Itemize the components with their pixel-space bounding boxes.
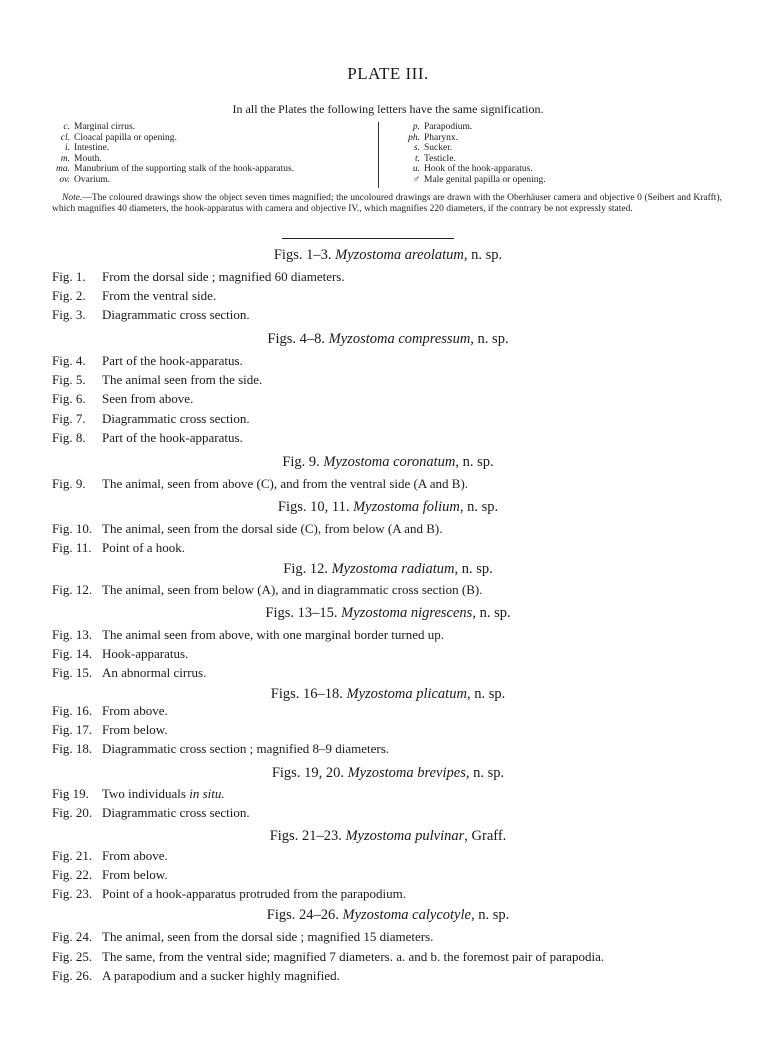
legend-item: p. Parapodium. [412,122,473,132]
figure-entry: Fig. 6. Seen from above. [52,391,194,406]
abbreviation-legend [52,122,722,190]
species-heading: Figs. 16–18. Myzostoma plicatum, n. sp. [270,686,506,702]
legend-item: u. Hook of the hook-apparatus. [412,164,533,174]
plate-title: PLATE III. [347,64,429,83]
figure-entry: Fig. 5. The animal seen from the side. [52,372,263,387]
legend-item: i. Intestine. [64,143,110,153]
figure-entry: Fig. 21. From above. [52,848,168,863]
figure-entry: Fig. 11. Point of a hook. [52,540,186,555]
figure-entry: Fig. 10. The animal, seen from the dorsal side (C), from below (A and B). [52,521,443,536]
figure-entry: Fig. 20. Diagrammatic cross section. [52,805,250,820]
legend-divider [378,122,379,188]
legend-item: cl. Cloacal papilla or opening. [60,132,177,143]
legend-right-column [380,122,710,185]
figure-entry: Fig. 12. The animal, seen from below (A), and in diagrammatic cross section (B). [52,582,483,597]
figure-entry: Fig. 22. From below. [52,867,168,882]
figure-entry: Fig. 15. An abnormal cirrus. [52,665,207,680]
species-heading: Fig. 9. Myzostoma coronatum, n. sp. [282,454,494,470]
figure-entry: Fig. 9. The animal, seen from above (C), and from the ventral side (A and B). [52,476,469,491]
species-heading: Figs. 13–15. Myzostoma nigrescens, n. sp. [265,605,511,621]
species-heading: Figs. 1–3. Myzostoma areolatum, n. sp. [273,247,503,263]
figure-entry: Fig. 17. From below. [52,722,168,737]
species-heading: Figs. 4–8. Myzostoma compressum, n. sp. [267,331,509,347]
magnification-note: Note.—The coloured drawings show the object seven times magnified; the uncoloured drawings are drawn with the Oberhäuser camera and objective 0 (Seibert and Krafft), which magnifies 40 diameters, the hook-apparatus with camera and objective IV., which magnifies 220 diameters, if the contrary be not expressly stated. [52,193,722,214]
legend-item: ov. Ovarium. [59,174,111,185]
figure-entry: Fig. 23. Point of a hook-apparatus protruded from the parapodium. [52,886,406,901]
section-divider [282,238,454,239]
legend-intro: In all the Plates the following letters have the same signification. [232,102,544,116]
figure-entry: Fig. 7. Diagrammatic cross section. [52,411,250,426]
figure-entry: Fig. 1. From the dorsal side ; magnified 60 diameters. [52,269,345,284]
figure-entry: Fig. 4. Part of the hook-apparatus. [52,353,243,368]
legend-item: ♂ Male genital papilla or opening. [412,174,546,185]
figure-entry: Fig. 24. The animal, seen from the dorsal side ; magnified 15 diameters. [52,929,434,944]
figure-entry: Fig. 26. A parapodium and a sucker highly magnified. [52,968,340,983]
legend-item: m. Mouth. [60,153,102,164]
figure-entry: Fig. 25. The same, from the ventral side; magnified 7 diameters. a. and b. the foremost pair of parapodia. [52,949,605,964]
figure-entry: Fig. 14. Hook-apparatus. [52,646,189,661]
legend-item: s. Sucker. [413,143,453,153]
figure-entry: Fig. 8. Part of the hook-apparatus. [52,430,243,445]
species-heading: Figs. 24–26. Myzostoma calycotyle, n. sp. [266,907,510,923]
legend-item: c. Marginal cirrus. [63,122,136,132]
legend-item: ma. Manubrium of the supporting stalk of the hook-apparatus. [56,164,295,174]
species-heading: Figs. 10, 11. Myzostoma folium, n. sp. [277,499,499,515]
figure-entry: Fig. 2. From the ventral side. [52,288,217,303]
figure-entry: Fig. 13. The animal seen from above, with one marginal border turned up. [52,627,444,642]
legend-item: t. Testicle. [414,153,456,164]
legend-left-column [52,122,382,185]
species-heading: Figs. 21–23. Myzostoma pulvinar, Graff. [269,828,507,844]
figure-entry: Fig. 16. From above. [52,703,168,718]
figure-entry: Fig 19. Two individuals in situ. [52,786,225,801]
figure-entry: Fig. 18. Diagrammatic cross section ; magnified 8–9 diameters. [52,741,389,756]
species-heading: Fig. 12. Myzostoma radiatum, n. sp. [283,561,493,577]
figure-entry: Fig. 3. Diagrammatic cross section. [52,307,250,322]
species-heading: Figs. 19, 20. Myzostoma brevipes, n. sp. [271,765,505,781]
legend-item: ph. Pharynx. [408,132,459,143]
